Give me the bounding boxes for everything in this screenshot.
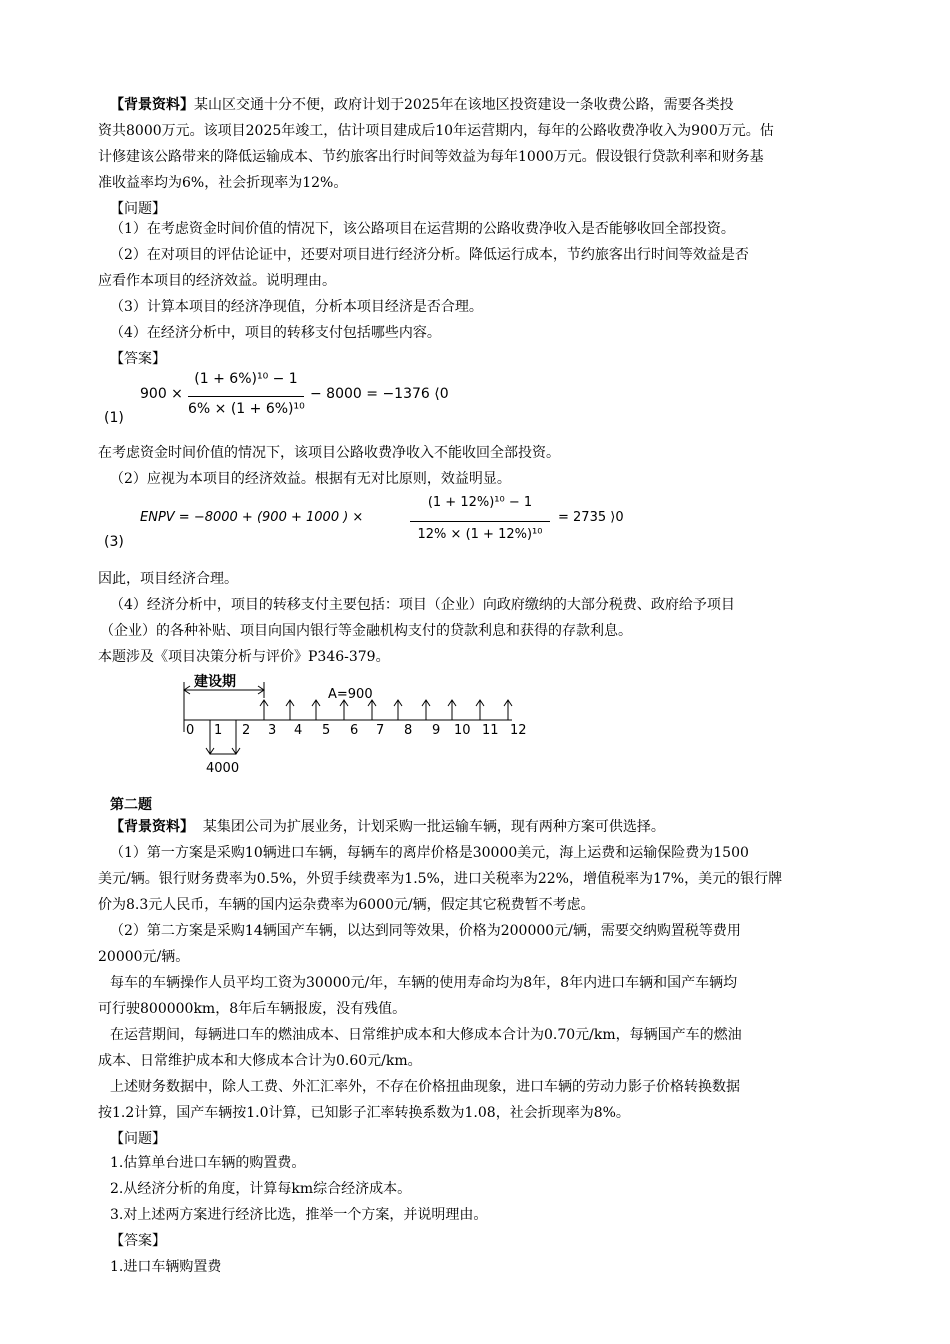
- period-labels: [186, 723, 527, 738]
- period-label: 5: [322, 723, 331, 738]
- formula-1-denominator: 6% × (1 + 6%)¹⁰: [188, 401, 305, 417]
- cost-paragraph-line: 在运营期间，每辆进口车的燃油成本、日常维护成本和大修成本合计为0.70元/km，每辆国产车的燃油: [110, 1027, 742, 1043]
- inflow-arrow: [448, 700, 456, 720]
- inflow-arrow: [340, 700, 348, 720]
- plan-1-line: （1）第一方案是采购10辆进口车辆，每辆车的离岸价格是30000美元，海上运费和运输保险费为1500: [110, 845, 749, 861]
- question-item: （3）计算本项目的经济净现值，分析本项目经济是否合理。: [110, 299, 483, 315]
- reference-note: 本题涉及《项目决策分析与评价》P346-379。: [98, 649, 390, 665]
- answer-text: 因此，项目经济合理。: [98, 571, 238, 587]
- formula-1-number: (1): [104, 410, 124, 426]
- plan-2-line: 20000元/辆。: [98, 949, 190, 965]
- formula-3-number: (3): [104, 534, 124, 550]
- question-item: 1.估算单台进口车辆的购置费。: [110, 1155, 306, 1171]
- inflow-arrow: [312, 700, 320, 720]
- section-2-title: 第二题: [110, 797, 152, 813]
- outflow-arrow: [232, 720, 240, 754]
- question-item: （2）在对项目的评估论证中，还要对项目进行经济分析。降低运行成本，节约旅客出行时间等效益是否: [110, 247, 749, 263]
- formula-3-lhs: ENPV = −8000 + (900 + 1000 ) ×: [140, 510, 364, 525]
- question-item: （4）在经济分析中，项目的转移支付包括哪些内容。: [110, 325, 441, 341]
- inflow-arrows: [260, 700, 512, 720]
- plan-1-line: 价为8.3元人民币，车辆的国内运杂费率为6000元/辆，假定其它税费暂不考虑。: [98, 897, 595, 913]
- formula-1-lhs: 900 ×: [140, 386, 183, 402]
- answer-text: 在考虑资金时间价值的情况下，该项目公路收费净收入不能收回全部投资。: [98, 445, 560, 461]
- period-label: 4: [294, 723, 303, 738]
- period-label: 6: [350, 723, 359, 738]
- answer-text: （4）经济分析中，项目的转移支付主要包括：项目（企业）向政府缴纳的大部分税费、政府给予项目: [110, 597, 735, 613]
- cash-flow-diagram: [176, 670, 536, 780]
- period-label: 7: [376, 723, 385, 738]
- shadow-price-paragraph-line: 按1.2计算，国产车辆按1.0计算，已知影子汇率转换系数为1.08，社会折现率为8%。: [98, 1105, 630, 1121]
- wage-paragraph-line: 每车的车辆操作人员平均工资为30000元/年，车辆的使用寿命均为8年，8年内进口车辆和国产车辆均: [110, 975, 738, 991]
- fraction-bar: [188, 396, 304, 397]
- inflow-arrow: [394, 700, 402, 720]
- question-item: （1）在考虑资金时间价值的情况下，该公路项目在运营期的公路收费净收入是否能够收回全部投资。: [110, 221, 735, 237]
- question-label: 【问题】: [110, 201, 166, 217]
- period-label: 9: [432, 723, 441, 738]
- formula-3-denominator: 12% × (1 + 12%)¹⁰: [417, 527, 543, 542]
- period-label: 1: [214, 723, 223, 738]
- inflow-arrow: [504, 700, 512, 720]
- background-paragraph-line: [110, 814, 880, 840]
- question-item: 应看作本项目的经济效益。说明理由。: [98, 273, 336, 289]
- answer-text: （企业）的各种补贴、项目向国内银行等金融机构支付的贷款利息和获得的存款利息。: [100, 623, 632, 639]
- background-label: 【背景资料】: [110, 97, 194, 113]
- period-label: 8: [404, 723, 413, 738]
- background-paragraph-line: 计修建该公路带来的降低运输成本、节约旅客出行时间等效益为每年1000万元。假设银行贷款利率和财务基: [98, 149, 764, 165]
- question-item: 2.从经济分析的角度，计算每km综合经济成本。: [110, 1181, 412, 1197]
- period-label: 12: [510, 723, 527, 738]
- plan-2-line: （2）第二方案是采购14辆国产车辆，以达到同等效果，价格为200000元/辆，需要交纳购置税等费用: [110, 923, 741, 939]
- question-item: 3.对上述两方案进行经济比选，推举一个方案，并说明理由。: [110, 1207, 488, 1223]
- cost-paragraph-line: 成本、日常维护成本和大修成本合计为0.60元/km。: [98, 1053, 422, 1069]
- period-label: 10: [454, 723, 471, 738]
- formula-1-numerator: (1 + 6%)¹⁰ − 1: [194, 371, 298, 387]
- answer-text: 1.进口车辆购置费: [110, 1259, 222, 1275]
- inflow-arrow: [368, 700, 376, 720]
- answer-label: 【答案】: [110, 351, 166, 367]
- period-label: 3: [268, 723, 277, 738]
- shadow-price-paragraph-line: 上述财务数据中，除人工费、外汇汇率外，不存在价格扭曲现象，进口车辆的劳动力影子价格转换数据: [110, 1079, 740, 1095]
- inflow-arrow: [260, 700, 268, 720]
- inflow-arrow: [286, 700, 294, 720]
- formula-3-rhs: = 2735 ⟩0: [558, 510, 624, 525]
- annuity-label: A=900: [328, 687, 373, 702]
- answer-label: 【答案】: [110, 1233, 166, 1249]
- answer-text: （2）应视为本项目的经济效益。根据有无对比原则，效益明显。: [110, 471, 511, 487]
- inflow-arrow: [422, 700, 430, 720]
- background-paragraph-line: [110, 92, 880, 118]
- inflow-arrow: [476, 700, 484, 720]
- background-text: 某山区交通十分不便，政府计划于2025年在该地区投资建设一条收费公路，需要各类投: [194, 97, 734, 113]
- period-label: 11: [482, 723, 499, 738]
- fraction-bar: [410, 521, 550, 522]
- formula-3-numerator: (1 + 12%)¹⁰ − 1: [427, 495, 533, 510]
- formula-1-rhs: − 8000 = −1376 ⟨0: [310, 386, 449, 402]
- outflow-arrows: [206, 720, 240, 754]
- background-text: 某集团公司为扩展业务，计划采购一批运输车辆，现有两种方案可供选择。: [194, 819, 665, 835]
- period-label: 0: [186, 723, 195, 738]
- plan-1-line: 美元/辆。银行财务费率为0.5%，外贸手续费率为1.5%，进口关税率为22%，增值税率为17%，美元的银行牌: [98, 871, 783, 887]
- outflow-label: 4000: [206, 761, 240, 776]
- outflow-arrow: [206, 720, 214, 754]
- wage-paragraph-line: 可行驶800000km，8年后车辆报废，没有残值。: [98, 1001, 407, 1017]
- construction-period-label: 建设期: [194, 674, 236, 690]
- period-label: 2: [242, 723, 251, 738]
- background-paragraph-line: 准收益率均为6%，社会折现率为12%。: [98, 175, 348, 191]
- question-label: 【问题】: [110, 1131, 166, 1147]
- background-paragraph-line: 资共8000万元。该项目2025年竣工，估计项目建成后10年运营期内，每年的公路收费净收入为900万元。估: [98, 123, 774, 139]
- background-label: 【背景资料】: [110, 819, 194, 835]
